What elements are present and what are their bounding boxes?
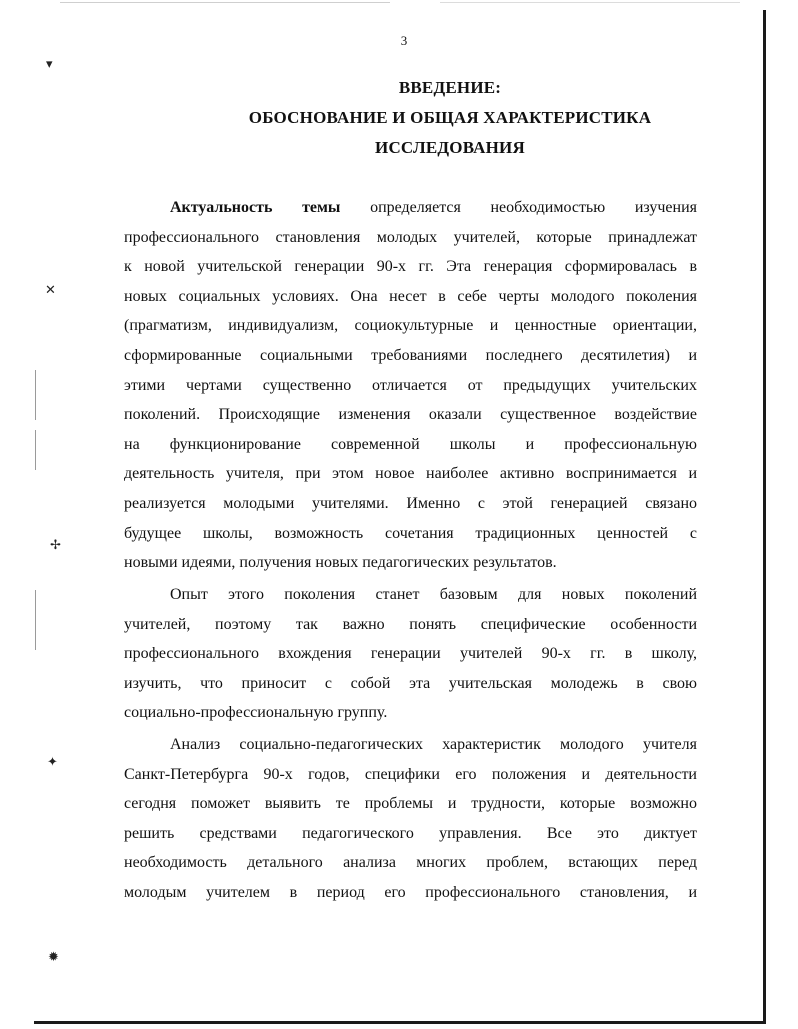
paragraph-line: Анализ социально-педагогических характеристик молодого учителя [170, 736, 697, 753]
scan-artifact-line [60, 2, 390, 3]
paragraph-line: (прагматизм, индивидуализм, социокультурные и ценностные ориентации, [124, 317, 697, 335]
paragraph-line: профессионального становления молодых учителей, которые принадлежат [124, 228, 697, 246]
binding-mark-icon: ✕ [45, 282, 56, 297]
page-edge-right [763, 10, 766, 1022]
heading-subtitle-cont: ИССЛЕДОВАНИЯ [375, 138, 525, 157]
paragraph-analysis [124, 730, 697, 908]
paragraph-line: сегодня поможет выявить те проблемы и трудности, которые возможно [124, 795, 697, 813]
scan-artifact-line [35, 370, 36, 420]
page-number: 3 [400, 33, 408, 48]
paragraph-line: необходимость детального анализа многих проблем, встающих перед [124, 854, 697, 872]
paragraph-line: реализуется молодыми учителями. Именно с этой генерацией связано [124, 494, 697, 512]
scan-artifact-line [35, 590, 36, 650]
binding-mark-icon: ▾ [46, 56, 53, 71]
paragraph-line: решить средствами педагогического управления. Все это диктует [124, 824, 697, 842]
paragraph-line: молодым учителем в период его профессионального становления, и [124, 883, 697, 901]
paragraph-line: сформированные социальными требованиями последнего десятилетия) и [124, 346, 697, 364]
paragraph-line: на функционирование современной школы и профессиональную [124, 435, 697, 453]
heading-title: ВВЕДЕНИЕ: [398, 78, 502, 97]
paragraph-line: к новой учительской генерации 90-х гг. Эта генерация сформировалась в [124, 258, 697, 276]
paragraph-line: новыми идеями, получения новых педагогических результатов. [124, 554, 557, 572]
paragraph-line: деятельность учителя, при этом новое наиболее активно воспринимается и [124, 465, 697, 483]
paragraph-line: Санкт-Петербурга 90-х годов, специфики его положения и деятельности [124, 765, 697, 783]
paragraph-line [124, 193, 697, 223]
scan-artifact-line [35, 430, 36, 470]
heading-subtitle: ОБОСНОВАНИЕ И ОБЩАЯ ХАРАКТЕРИСТИКА [248, 108, 652, 127]
scan-artifact-line [440, 2, 740, 3]
bold-lead: Актуальность темы [170, 199, 341, 216]
paragraph-line: этими чертами существенно отличается от предыдущих учительских [124, 376, 697, 394]
paragraph-line: изучить, что приносит с собой эта учительская молодежь в свою [124, 674, 697, 692]
paragraph-experience [124, 580, 697, 728]
paragraph-line: профессионального вхождения генерации учителей 90-х гг. в школу, [124, 645, 697, 663]
binding-mark-icon: ✹ [48, 949, 59, 964]
paragraph-line: учителей, поэтому так важно понять специфические особенности [124, 615, 697, 633]
binding-mark-icon: ✢ [50, 537, 61, 552]
paragraph-line: новых социальных условиях. Она несет в себе черты молодого поколения [124, 287, 697, 305]
paragraph-line: Опыт этого поколения станет базовым для новых поколений [170, 586, 697, 603]
paragraph-relevance [124, 193, 697, 578]
paragraph-line-text: определяется необходимостью изучения [370, 199, 697, 216]
paragraph-line: социально-профессиональную группу. [124, 704, 388, 722]
paragraph-line: поколений. Происходящие изменения оказали существенное воздействие [124, 406, 697, 424]
page-edge-bottom [34, 1021, 766, 1024]
binding-mark-icon: ✦ [47, 754, 58, 769]
paragraph-line: будущее школы, возможность сочетания традиционных ценностей с [124, 524, 697, 542]
